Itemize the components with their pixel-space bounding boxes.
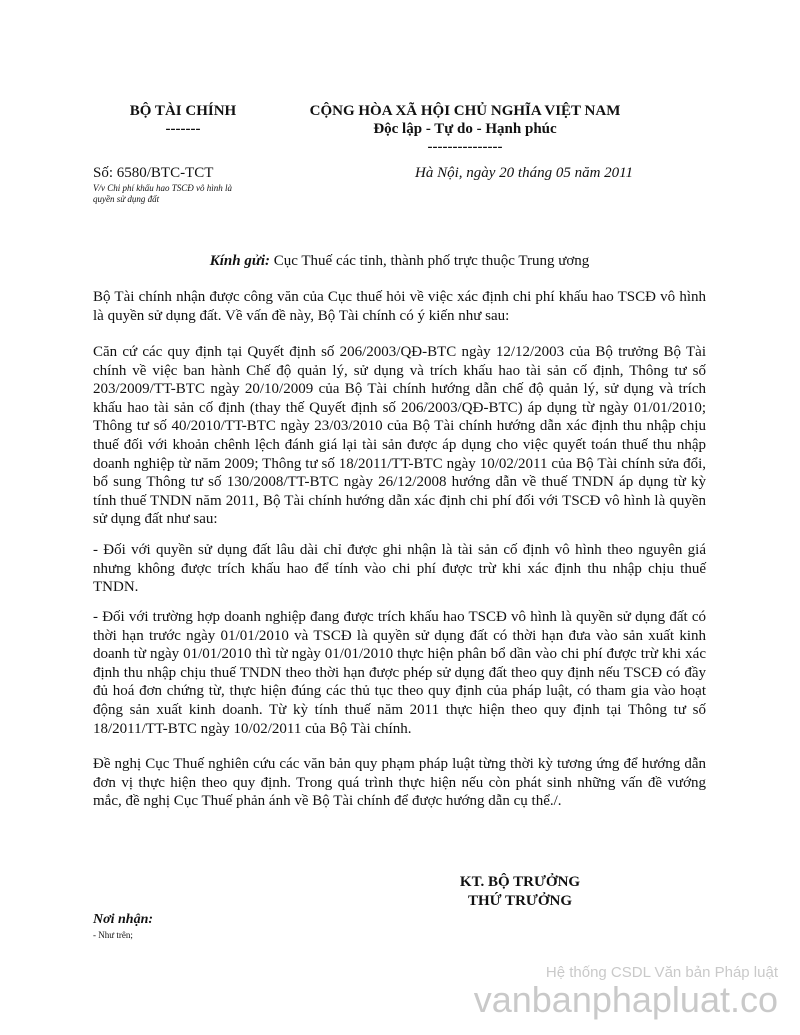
recipient-line bbox=[93, 252, 706, 271]
subject-line-1: V/v Chi phí khấu hao TSCĐ vô hình là bbox=[93, 183, 232, 193]
body-paragraph-1: Bộ Tài chính nhận được công văn của Cục thuế hỏi về việc xác định chi phí khấu hao TSCĐ vô hình là quyền sử dụng đất. Về vấn đề này, Bộ Tài chính có ý kiến như sau: bbox=[93, 289, 706, 324]
watermark-caption: Hệ thống CSDL Văn bản Pháp luật bbox=[545, 964, 778, 981]
national-motto: Độc lập - Tự do - Hạnh phúc bbox=[373, 121, 557, 137]
motto-divider: --------------- bbox=[427, 139, 503, 155]
place-date: Hà Nội, ngày 20 tháng 05 năm 2011 bbox=[415, 165, 634, 181]
subject-line-2: quyền sử dụng đất bbox=[93, 194, 160, 204]
body-paragraph-4: - Đối với trường hợp doanh nghiệp đang được trích khấu hao TSCĐ vô hình là quyền sử dụng đất có thời hạn trước ngày 01/01/2010 và TSCĐ là quyền sử dụng đất có thời hạn đưa vào sản xuất kinh doanh từ ngày 01/01/2010 thì từ ngày 01/01/2010 thực hiện phân bổ dần vào chi phí được trừ khi xác định thu nhập chịu thuế TNDN theo thời hạn được phép sử dụng đất theo quy định nếu TSCĐ có đầy đủ hoá đơn chứng từ, thực hiện đúng các thủ tục theo quy định của pháp luật, có tham gia vào hoạt động sản xuất kinh doanh. Từ kỳ tính thuế năm 2011 thực hiện theo quy định tại Thông tư số 18/2011/TT-BTC ngày 10/02/2011 của Bộ Tài chính. bbox=[93, 609, 706, 737]
signature-title-2: THỨ TRƯỞNG bbox=[467, 893, 573, 909]
recipient-name: Cục Thuế các tỉnh, thành phố trực thuộc Trung ương bbox=[269, 253, 590, 269]
body-paragraph-2: Căn cứ các quy định tại Quyết định số 206/2003/QĐ-BTC ngày 12/12/2003 của Bộ trưởng Bộ Tài chính về việc ban hành Chế độ quản lý, sử dụng và trích khấu hao tài sản cố định, Thông tư số 203/2009/TT-BTC ngày 20/10/2009 của Bộ Tài chính hướng dẫn chế độ quản lý, sử dụng và trích khấu hao tài sản cố định (thay thế Quyết định số 206/2003/QĐ-BTC) áp dụng từ ngày 01/01/2010; Thông tư số 40/2010/TT-BTC ngày 23/03/2010 của Bộ Tài chính hướng dẫn xác định thu nhập chịu thuế đối với khoản chênh lệch đánh giá lại tài sản được áp dụng cho việc quyết toán thuế thu nhập doanh nghiệp từ năm 2009; Thông tư số 18/2011/TT-BTC ngày 10/02/2011 của Bộ Tài chính sửa đổi, bổ sung Thông tư số 130/2008/TT-BTC ngày 26/12/2008 hướng dẫn về thuế TNDN áp dụng từ kỳ tính thuế TNDN năm 2011, Bộ Tài chính hướng dẫn xác định chi phí đối với TSCĐ vô hình là quyền sử dụng đất như sau: bbox=[93, 344, 706, 528]
country-title: CỘNG HÒA XÃ HỘI CHỦ NGHĨA VIỆT NAM bbox=[309, 103, 621, 119]
body-paragraph-3: - Đối với quyền sử dụng đất lâu dài chỉ được ghi nhận là tài sản cố định vô hình theo nguyên giá nhưng không được trích khấu hao để tính vào chi phí được trừ khi xác định thu nhập chịu thuế TNDN. bbox=[93, 542, 706, 596]
body-paragraph-5: Đề nghị Cục Thuế nghiên cứu các văn bản quy phạm pháp luật từng thời kỳ tương ứng để hướng dẫn đơn vị thực hiện theo quy định. Trong quá trình thực hiện nếu còn phát sinh những vấn đề vướng mắc, đề nghị Cục Thuế phản ánh về Bộ Tài chính để được hướng dẫn cụ thể./. bbox=[93, 756, 706, 810]
recipients-heading: Nơi nhận: bbox=[93, 912, 154, 927]
signature-title-1: KT. BỘ TRƯỞNG bbox=[459, 874, 581, 890]
recipient-label: Kính gửi: bbox=[209, 253, 270, 269]
ministry-name: BỘ TÀI CHÍNH bbox=[129, 103, 237, 119]
document-number: Số: 6580/BTC-TCT bbox=[93, 165, 214, 181]
recipients-item: - Như trên; bbox=[93, 930, 133, 940]
watermark-logo: vanbanphapluat.co bbox=[473, 979, 778, 1020]
ministry-divider: ------- bbox=[165, 121, 201, 137]
